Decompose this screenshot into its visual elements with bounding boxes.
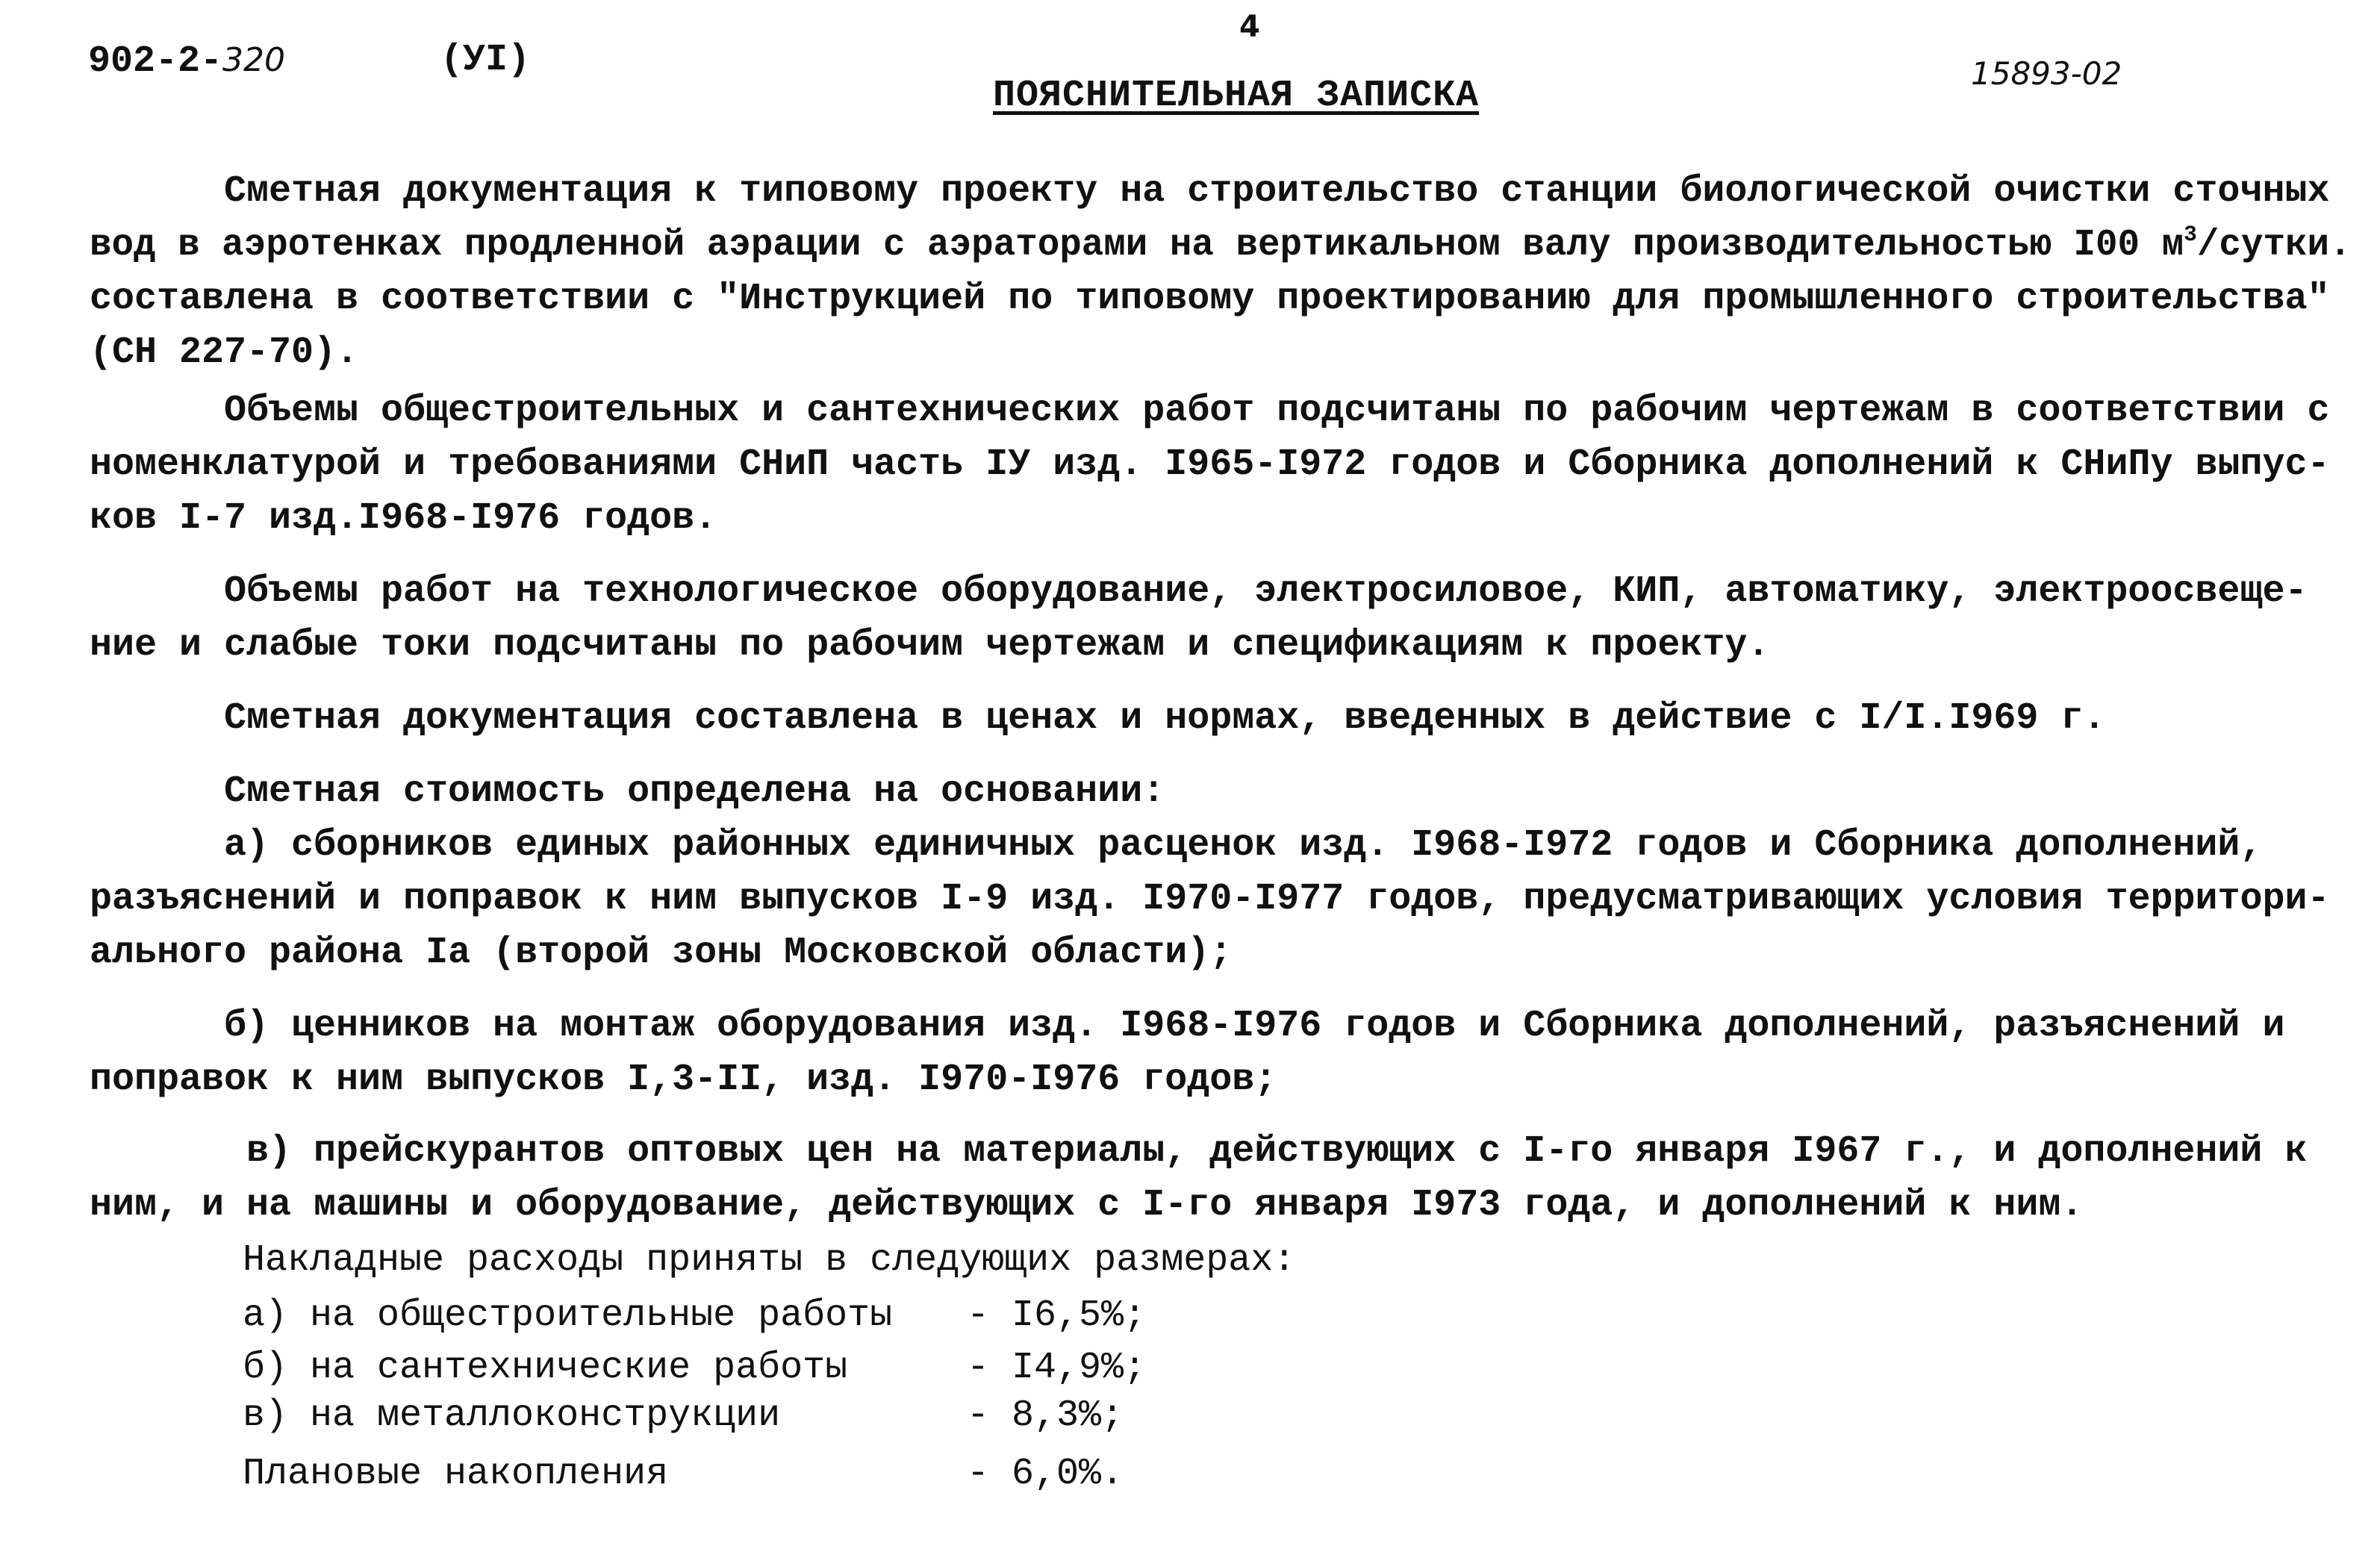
paragraph-3-line-2: ние и слабые токи подсчитаны по рабочим чертежам и спецификациям к проекту. [90,624,1770,667]
paragraph-1-line-2-text: вод в аэротенках продленной аэрации с аэраторами на вертикальном валу производительностью I00 м [90,224,2184,267]
item-b-line-1: б) ценников на монтаж оборудования изд. I968-I976 годов и Сборника дополнений, разъяснений и [224,1005,2285,1047]
paragraph-2-line-3: ков I-7 изд.I968-I976 годов. [90,497,717,540]
paragraph-5-line-1: Сметная стоимость определена на основании: [224,770,1165,813]
paragraph-1-line-4: (СН 227-70). [90,331,359,374]
paragraph-3-line-1: Объемы работ на технологическое оборудование, электросиловое, КИП, автоматику, электроосвеще- [224,570,2308,613]
superscript-3: 3 [2184,222,2197,248]
paragraph-2-line-2: номенклатурой и требованиями СНиП часть IУ изд. I965-I972 годов и Сборника дополнений к СНиПу выпус- [90,443,2330,486]
paragraph-1-line-3: составлена в соответствии с "Инструкцией по типовому проектированию для промышленного строительства" [90,278,2330,320]
paragraph-1-line-2 [90,222,2352,267]
item-a-line-1: а) сборников единых районных единичных расценок изд. I968-I972 годов и Сборника дополнений, [224,824,2263,867]
overhead-label: в) на металлоконструкции [243,1394,781,1437]
overhead-value: - 6,0%. [967,1453,1124,1495]
archive-number: 15893-02 [1971,55,2122,92]
item-c-line-2: ним, и на машины и оборудование, действующих с I-го января I973 года, и дополнений к ним. [90,1184,2084,1227]
paragraph-1-line-1: Сметная документация к типовому проекту на строительство станции биологической очистки сточных [224,170,2330,213]
volume-label: (УI) [440,39,531,81]
overhead-label: Плановые накопления [243,1453,669,1495]
item-a-line-3: ального района Iа (второй зоны Московской области); [90,932,1233,974]
paragraph-2-line-1: Объемы общестроительных и сантехнических работ подсчитаны по рабочим чертежам в соответствии с [224,390,2330,432]
document-code-prefix: 902-2- [88,40,223,83]
overhead-label: а) на общестроительные работы [243,1294,893,1337]
item-b-line-2: поправок к ним выпусков I,3-II, изд. I970-I976 годов; [90,1059,1277,1101]
paragraph-4-line-1: Сметная документация составлена в ценах и нормах, введенных в действие с I/I.I969 г. [224,697,2106,740]
document-code [88,40,286,83]
item-c-line-1: в) прейскурантов оптовых цен на материалы, действующих с I-го января I967 г., и дополнений к [246,1130,2308,1173]
overhead-value: - 8,3%; [967,1394,1124,1437]
overhead-value: - I6,5%; [967,1294,1147,1337]
document-title: ПОЯСНИТЕЛЬНАЯ ЗАПИСКА [993,75,1480,117]
document-code-number: 320 [222,41,286,79]
page-number: 4 [1239,10,1260,44]
overhead-label: б) на сантехнические работы [243,1347,848,1389]
item-a-line-2: разъяснений и поправок к ним выпусков I-9 изд. I970-I977 годов, предусматривающих условия территори- [90,878,2330,920]
overhead-value: - I4,9%; [967,1347,1147,1389]
paragraph-1-line-2-tail: /сутки. [2196,224,2352,267]
overhead-intro: Накладные расходы приняты в следующих размерах: [243,1239,1296,1282]
